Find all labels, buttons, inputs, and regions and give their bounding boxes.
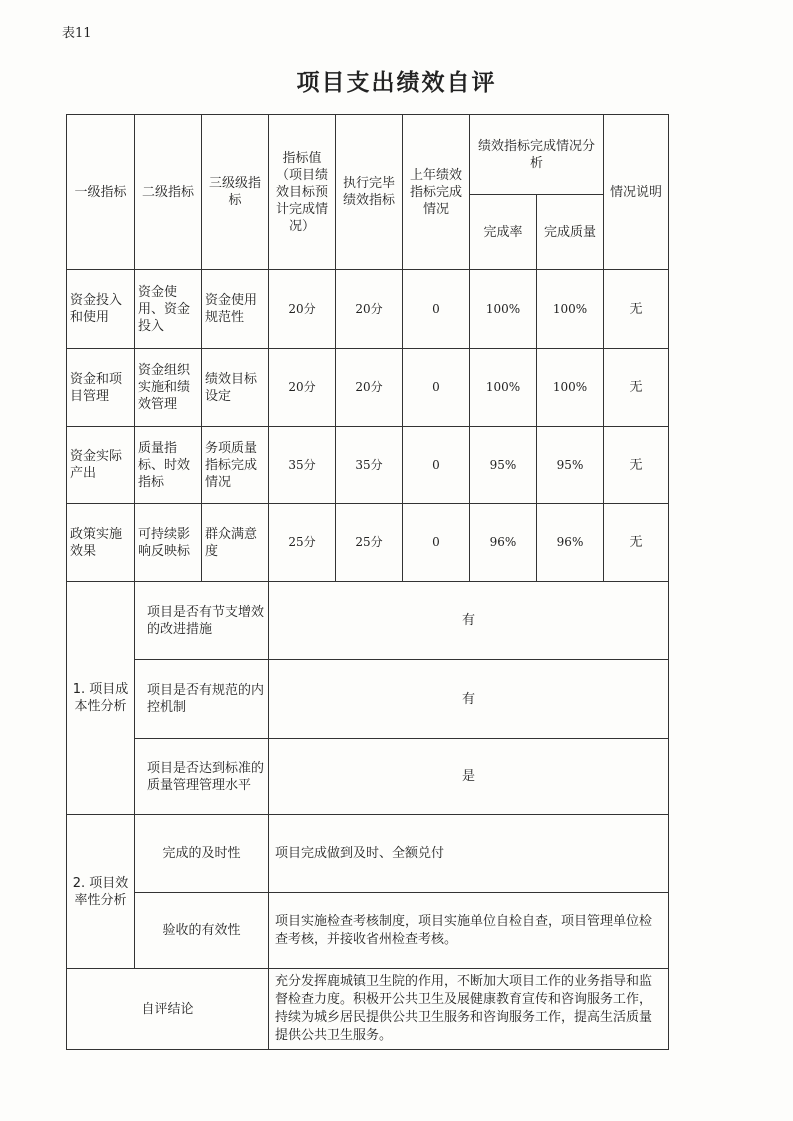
row-level2: 资金组织实施和绩效管理 — [135, 349, 202, 427]
row-executed: 25分 — [336, 504, 403, 582]
row-last-year: 0 — [403, 270, 470, 349]
header-completion-rate: 完成率 — [470, 195, 537, 270]
efficiency-answer: 项目完成做到及时、全额兑付 — [269, 815, 669, 893]
row-notes: 无 — [604, 427, 669, 504]
table-row — [67, 349, 669, 427]
cost-analysis-row — [67, 739, 669, 815]
efficiency-question: 验收的有效性 — [135, 893, 269, 969]
header-analysis: 绩效指标完成情况分析 — [470, 115, 604, 195]
header-level3: 三级级指标 — [202, 115, 269, 270]
cost-analysis-row — [67, 582, 669, 660]
row-level1: 资金和项目管理 — [67, 349, 135, 427]
row-executed: 20分 — [336, 270, 403, 349]
efficiency-question: 完成的及时性 — [135, 815, 269, 893]
row-target: 20分 — [269, 270, 336, 349]
cost-answer: 是 — [269, 739, 669, 815]
table-row — [67, 270, 669, 349]
header-row — [67, 115, 669, 195]
header-level1: 一级指标 — [67, 115, 135, 270]
row-executed: 20分 — [336, 349, 403, 427]
cost-answer: 有 — [269, 660, 669, 739]
header-target-value: 指标值（项目绩效目标预计完成情况） — [269, 115, 336, 270]
row-level3: 绩效目标设定 — [202, 349, 269, 427]
cost-answer: 有 — [269, 582, 669, 660]
efficiency-analysis-row — [67, 815, 669, 893]
row-level3: 资金使用规范性 — [202, 270, 269, 349]
header-level2: 二级指标 — [135, 115, 202, 270]
row-rate: 100% — [470, 349, 537, 427]
cost-analysis-label: 1. 项目成本性分析 — [67, 582, 135, 815]
row-quality: 95% — [537, 427, 604, 504]
row-executed: 35分 — [336, 427, 403, 504]
row-notes: 无 — [604, 504, 669, 582]
row-rate: 95% — [470, 427, 537, 504]
efficiency-answer: 项目实施检查考核制度，项目实施单位自检自查，项目管理单位检查考核，并接收省州检查考核。 — [269, 893, 669, 969]
row-level1: 政策实施效果 — [67, 504, 135, 582]
table-number-label: 表11 — [62, 26, 92, 41]
cost-question: 项目是否有节支增效的改进措施 — [135, 582, 269, 660]
row-quality: 100% — [537, 270, 604, 349]
row-level1: 资金投入和使用 — [67, 270, 135, 349]
row-level2: 资金使用、资金投入 — [135, 270, 202, 349]
row-target: 25分 — [269, 504, 336, 582]
page-title: 项目支出绩效自评 — [296, 70, 497, 96]
conclusion-text: 充分发挥鹿城镇卫生院的作用，不断加大项目工作的业务指导和监督检查力度。积极开公共卫生及展健康教育宣传和咨询服务工作，持续为城乡居民提供公共卫生服务和咨询服务工作，提高生活质量提供公共卫生服务。 — [269, 969, 669, 1050]
header-executed: 执行完毕绩效指标 — [336, 115, 403, 270]
row-last-year: 0 — [403, 427, 470, 504]
conclusion-row — [67, 969, 669, 1050]
header-completion-quality: 完成质量 — [537, 195, 604, 270]
header-last-year: 上年绩效指标完成情况 — [403, 115, 470, 270]
efficiency-analysis-row — [67, 893, 669, 969]
row-level3: 务项质量指标完成情况 — [202, 427, 269, 504]
row-quality: 96% — [537, 504, 604, 582]
row-level3: 群众满意度 — [202, 504, 269, 582]
row-notes: 无 — [604, 349, 669, 427]
conclusion-label: 自评结论 — [67, 969, 269, 1050]
row-last-year: 0 — [403, 349, 470, 427]
row-quality: 100% — [537, 349, 604, 427]
cost-question: 项目是否有规范的内控机制 — [135, 660, 269, 739]
cost-question: 项目是否达到标准的质量管理管理水平 — [135, 739, 269, 815]
header-notes: 情况说明 — [604, 115, 669, 270]
row-level1: 资金实际产出 — [67, 427, 135, 504]
row-target: 20分 — [269, 349, 336, 427]
cost-analysis-row — [67, 660, 669, 739]
row-last-year: 0 — [403, 504, 470, 582]
row-target: 35分 — [269, 427, 336, 504]
row-level2: 可持续影响反映标 — [135, 504, 202, 582]
row-notes: 无 — [604, 270, 669, 349]
row-level2: 质量指标、时效指标 — [135, 427, 202, 504]
row-rate: 100% — [470, 270, 537, 349]
table-row — [67, 427, 669, 504]
row-rate: 96% — [470, 504, 537, 582]
table-row — [67, 504, 669, 582]
efficiency-analysis-label: 2. 项目效率性分析 — [67, 815, 135, 969]
evaluation-table — [66, 114, 669, 1050]
